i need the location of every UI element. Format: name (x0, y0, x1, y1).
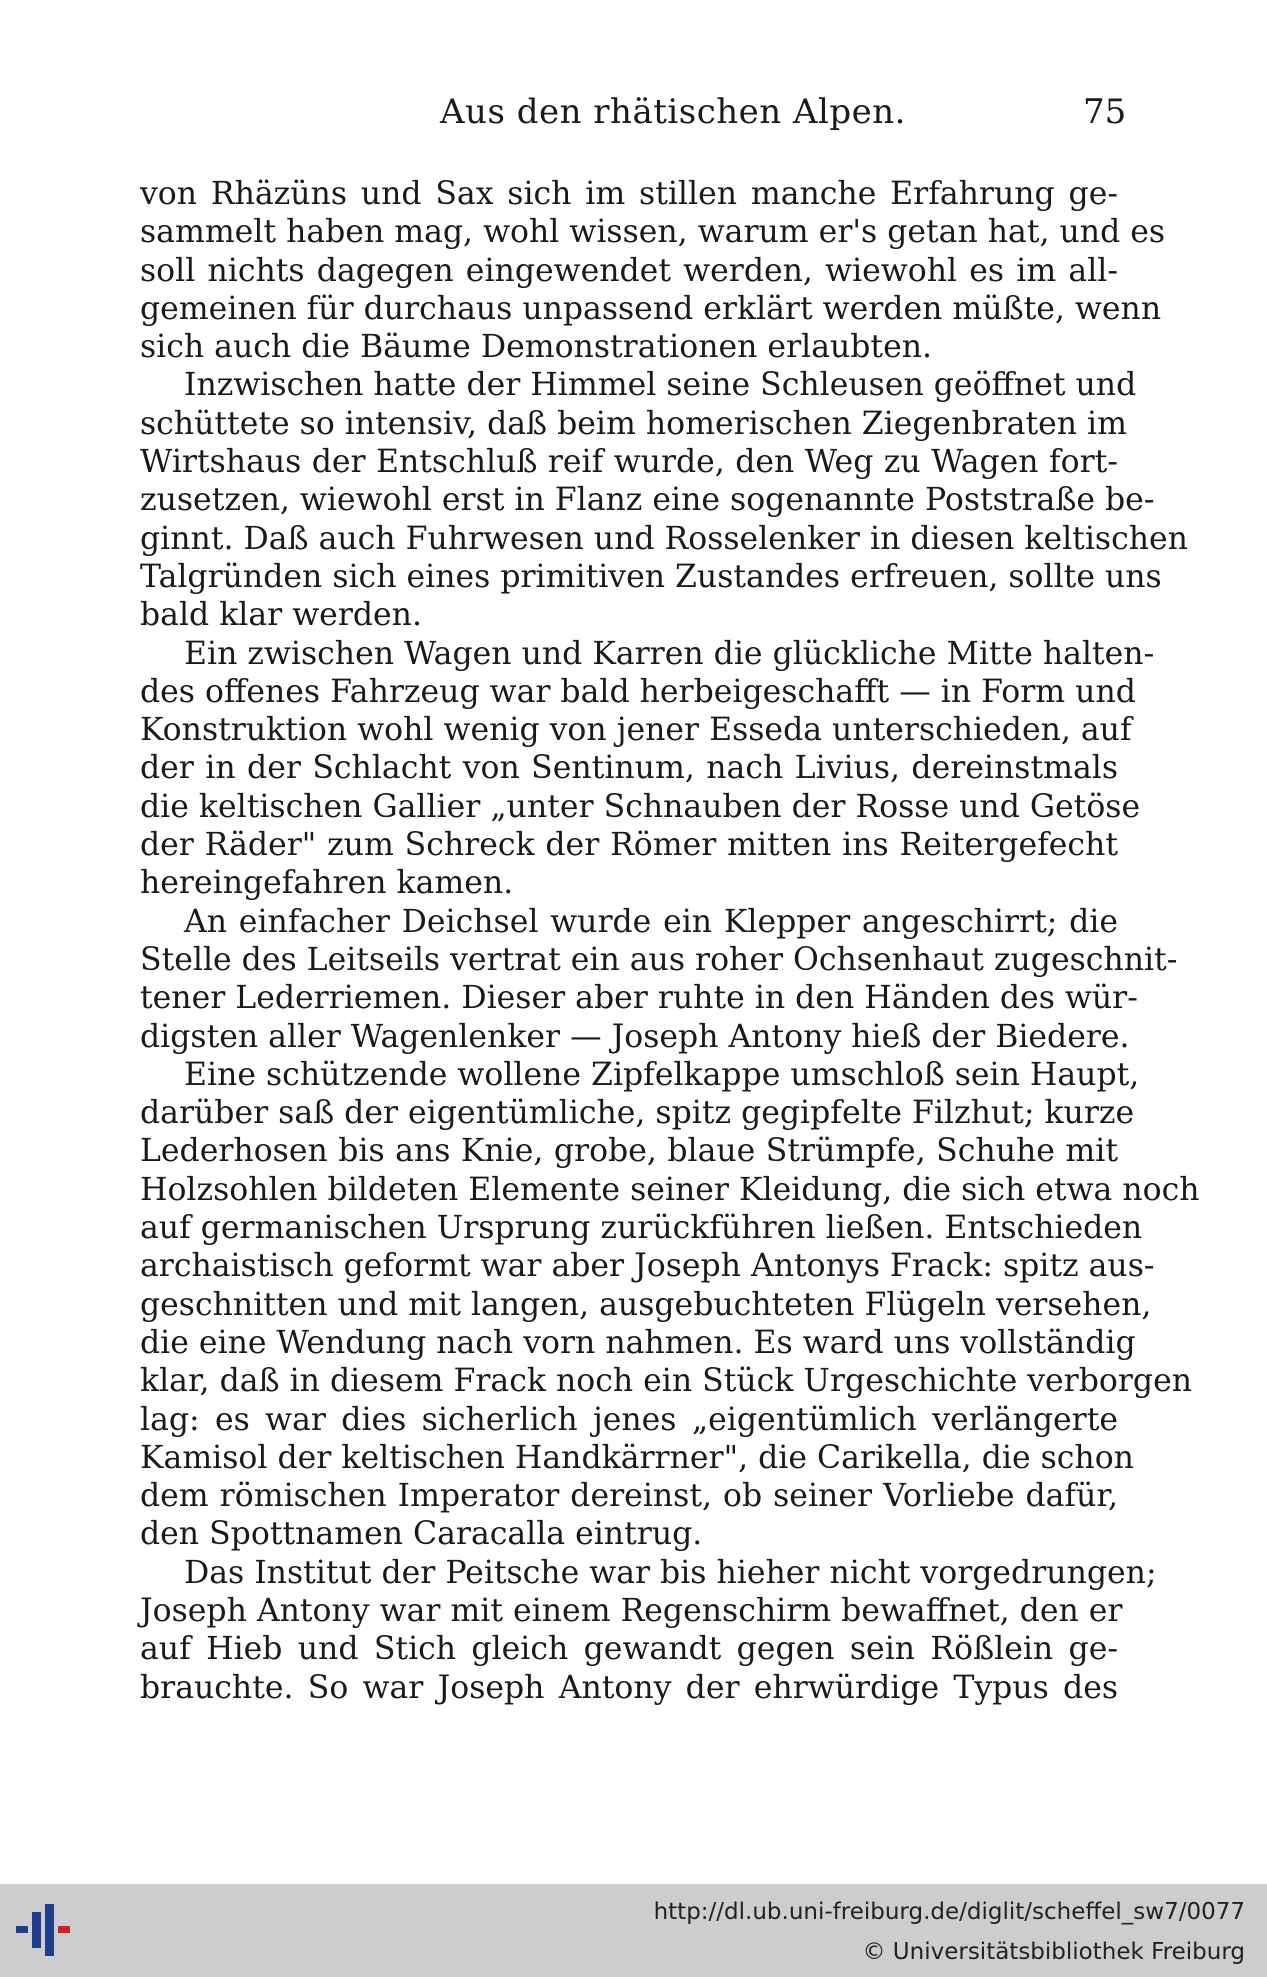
text-line: auf Hieb und Stich gleich gewandt gegen sein Rößlein ge- (140, 1631, 1118, 1668)
text-line: lag: es war dies sicherlich jenes „eigentümlich verlängerte (140, 1401, 1118, 1438)
text-line: digsten aller Wagenlenker — Joseph Antony hieß der Biedere. (140, 1018, 1130, 1055)
text-line: Talgründen sich eines primitiven Zustandes erfreuen, sollte uns (140, 558, 1162, 595)
text-line: sammelt haben mag, wohl wissen, warum er's getan hat, und es (140, 214, 1166, 251)
text-line: soll nichts dagegen eingewendet werden, wiewohl es im all- (140, 252, 1118, 289)
text-line: die keltischen Gallier „unter Schnauben der Rosse und Getöse (140, 788, 1141, 825)
text-line: archaistisch geformt war aber Joseph Antonys Frack: spitz aus- (140, 1248, 1155, 1285)
text-line: dem römischen Imperator dereinst, ob seiner Vorliebe dafür, (140, 1478, 1118, 1515)
text-line: Lederhosen bis ans Knie, grobe, blaue Strümpfe, Schuhe mit (140, 1133, 1118, 1170)
ub-freiburg-logo-icon[interactable] (12, 1894, 82, 1964)
text-line: Kamisol der keltischen Handkärrner", die Carikella, die schon (140, 1439, 1134, 1476)
text-line: den Spottnamen Caracalla eintrug. (140, 1516, 703, 1553)
text-line: auf germanischen Ursprung zurückführen ließen. Entschieden (140, 1210, 1143, 1247)
text-line: Joseph Antony war mit einem Regenschirm bewaffnet, den er (140, 1592, 1123, 1629)
text-line: darüber saß der eigentümliche, spitz gegipfelte Filzhut; kurze (140, 1095, 1135, 1132)
text-line: der in der Schlacht von Sentinum, nach Livius, dereinstmals (140, 750, 1118, 787)
text-line: brauchte. So war Joseph Antony der ehrwürdige Typus des (140, 1669, 1118, 1706)
text-line: ginnt. Daß auch Fuhrwesen und Rosselenker in diesen keltischen (140, 520, 1188, 557)
running-title: Aus den rhätischen Alpen. (440, 92, 906, 132)
text-line: bald klar werden. (140, 597, 422, 634)
text-line: hereingefahren kamen. (140, 865, 514, 902)
text-line: des offenes Fahrzeug war bald herbeigeschafft — in Form und (140, 673, 1136, 710)
text-line: Eine schützende wollene Zipfelkappe umschloß sein Haupt, (184, 1056, 1140, 1093)
source-url[interactable]: http://dl.ub.uni-freiburg.de/diglit/scheffel_sw7/0077 (653, 1899, 1245, 1925)
text-line: gemeinen für durchaus unpassend erklärt werden müßte, wenn (140, 290, 1162, 327)
footer-bar (0, 1884, 1267, 1977)
text-line: sich auch die Bäume Demonstrationen erlaubten. (140, 329, 933, 366)
body-text (140, 175, 1200, 1707)
text-line: Konstruktion wohl wenig von jener Esseda unterschieden, auf (140, 712, 1132, 749)
text-line: Das Institut der Peitsche war bis hieher nicht vorgedrungen; (184, 1554, 1157, 1591)
text-line: die eine Wendung nach vorn nahmen. Es ward uns vollständig (140, 1324, 1136, 1361)
text-line: Holzsohlen bildeten Elemente seiner Kleidung, die sich etwa noch (140, 1171, 1200, 1208)
text-line: klar, daß in diesem Frack noch ein Stück Urgeschichte verborgen (140, 1363, 1193, 1400)
text-line: schüttete so intensiv, daß beim homerischen Ziegenbraten im (140, 405, 1128, 442)
page-header (0, 92, 1267, 142)
text-line: Ein zwischen Wagen und Karren die glückliche Mitte halten- (184, 635, 1155, 672)
text-line: der Räder" zum Schreck der Römer mitten ins Reitergefecht (140, 827, 1118, 864)
text-line: Inzwischen hatte der Himmel seine Schleusen geöffnet und (184, 367, 1137, 404)
text-line: von Rhäzüns und Sax sich im stillen manche Erfahrung ge- (140, 176, 1118, 212)
copyright-notice: © Universitätsbibliothek Freiburg (862, 1939, 1245, 1965)
text-line: zusetzen, wiewohl erst in Flanz eine sogenannte Poststraße be- (140, 482, 1155, 519)
text-line: Stelle des Leitseils vertrat ein aus roher Ochsenhaut zugeschnit- (140, 941, 1178, 978)
text-line: geschnitten und mit langen, ausgebuchteten Flügeln versehen, (140, 1286, 1152, 1323)
text-line: tener Lederriemen. Dieser aber ruhte in den Händen des wür- (140, 980, 1138, 1017)
text-line: An einfacher Deichsel wurde ein Klepper angeschirrt; die (184, 903, 1118, 940)
page-number: 75 (1083, 92, 1127, 132)
text-line: Wirtshaus der Entschluß reif wurde, den Weg zu Wagen fort- (140, 444, 1118, 481)
